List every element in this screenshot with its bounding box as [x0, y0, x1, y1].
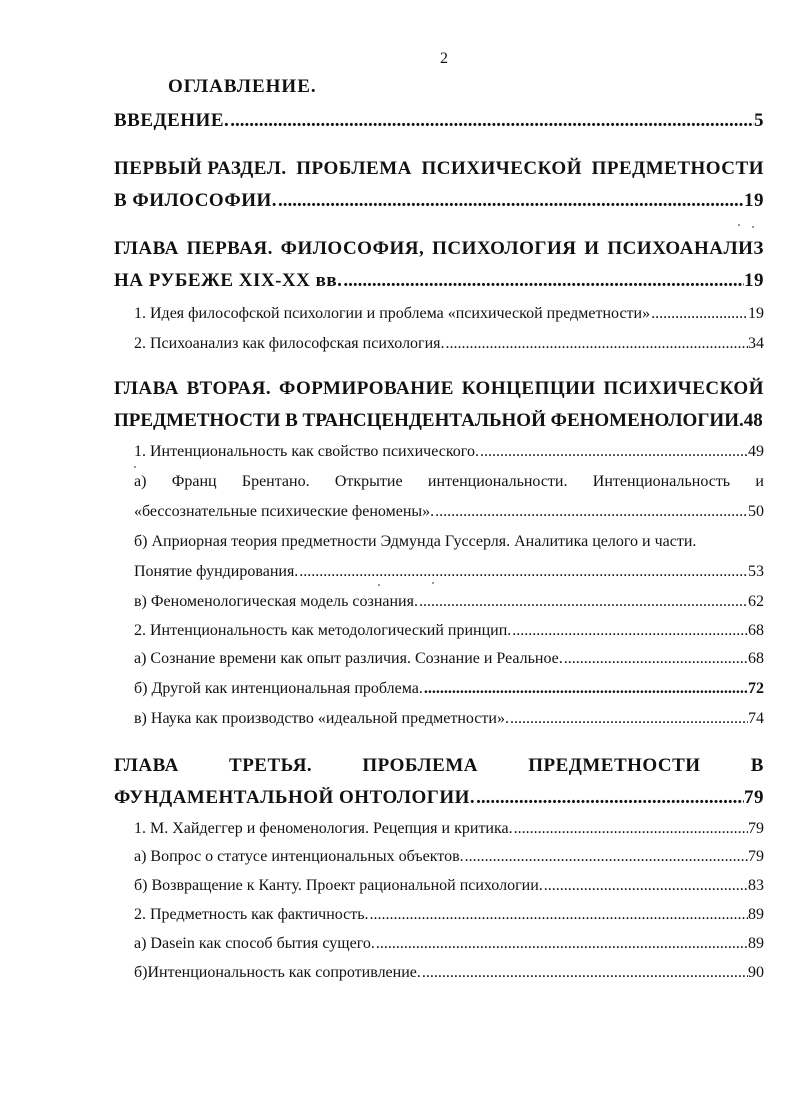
toc-heading: ОГЛАВЛЕНИЕ.	[168, 76, 317, 97]
scan-speck	[134, 466, 136, 468]
toc-chapter-one-line1[interactable]: ГЛАВА ПЕРВАЯ. ФИЛОСОФИЯ, ПСИХОЛОГИЯ И ПСИХОАНАЛИЗ	[114, 238, 764, 259]
toc-entry[interactable]: 1. Интенциональность как свойство психического. ..... 49	[134, 443, 764, 461]
toc-chapter-one-line2[interactable]: НА РУБЕЖЕ XIX-XX вв. ..... 19	[114, 270, 764, 292]
toc-entry[interactable]: а) Dasein как способ бытия сущего. ..... 89	[134, 935, 764, 953]
toc-entry-line2[interactable]: «бессознательные психические феномены». ..... 50	[134, 503, 764, 521]
toc-part-one-line2[interactable]: В ФИЛОСОФИИ. ..... 19	[114, 190, 764, 212]
toc-entry-line1[interactable]: б) Априорная теория предметности Эдмунда Гуссерля. Аналитика целого и части.	[134, 533, 697, 550]
scan-speck	[432, 582, 434, 584]
toc-entry[interactable]: 1. Идея философской психологии и проблема «психической предметности» ..... 19	[134, 305, 764, 323]
scan-speck	[378, 584, 380, 586]
toc-entry-line2[interactable]: Понятие фундирования. ..... 53	[134, 563, 764, 581]
toc-entry[interactable]: б)Интенциональность как сопротивление. ..... 90	[134, 964, 764, 982]
toc-chapter-two-line2[interactable]: ПРЕДМЕТНОСТИ В ТРАНСЦЕНДЕНТАЛЬНОЙ ФЕНОМЕНОЛОГИИ.48	[114, 410, 763, 431]
toc-entry[interactable]: а) Сознание времени как опыт различия. Сознание и Реальное. ..... 68	[134, 650, 764, 668]
toc-entry[interactable]: 1. М. Хайдеггер и феноменология. Рецепция и критика. ..... 79	[134, 820, 764, 838]
toc-entry[interactable]: в) Феноменологическая модель сознания. ..... 62	[134, 593, 764, 611]
toc-entry[interactable]: 2. Психоанализ как философская психология. ..... 34	[134, 335, 764, 353]
toc-entry[interactable]: б) Возвращение к Канту. Проект рациональной психологии. ..... 83	[134, 877, 764, 895]
toc-chapter-two-line1[interactable]: ГЛАВА ВТОРАЯ. ФОРМИРОВАНИЕ КОНЦЕПЦИИ ПСИХИЧЕСКОЙ	[114, 378, 764, 399]
toc-entry[interactable]: в) Наука как производство «идеальной предметности». ..... 74	[134, 710, 764, 728]
toc-entry-line1[interactable]: а) Франц Брентано. Открытие интенциональности. Интенциональность и	[134, 473, 764, 490]
scan-speck	[738, 224, 740, 226]
toc-chapter-three-line2[interactable]: ФУНДАМЕНТАЛЬНОЙ ОНТОЛОГИИ. ..... 79	[114, 787, 764, 809]
toc-chapter-three-line1[interactable]: ГЛАВА ТРЕТЬЯ. ПРОБЛЕМА ПРЕДМЕТНОСТИ В	[114, 755, 764, 776]
page-number: 2	[440, 50, 448, 67]
toc-entry[interactable]: 2. Интенциональность как методологический принцип. ..... 68	[134, 622, 764, 640]
toc-entry[interactable]: а) Вопрос о статусе интенциональных объектов. ..... 79	[134, 848, 764, 866]
toc-entry[interactable]: б) Другой как интенциональная проблема. ..... 72	[134, 680, 764, 698]
scan-speck	[752, 226, 754, 228]
toc-part-one-line1[interactable]: ПЕРВЫЙ РАЗДЕЛ. ПРОБЛЕМА ПСИХИЧЕСКОЙ ПРЕДМЕТНОСТИ	[114, 158, 764, 179]
toc-entry-introduction[interactable]: ВВЕДЕНИЕ. ..... 5	[114, 110, 764, 132]
toc-entry[interactable]: 2. Предметность как фактичность. ..... 89	[134, 906, 764, 924]
